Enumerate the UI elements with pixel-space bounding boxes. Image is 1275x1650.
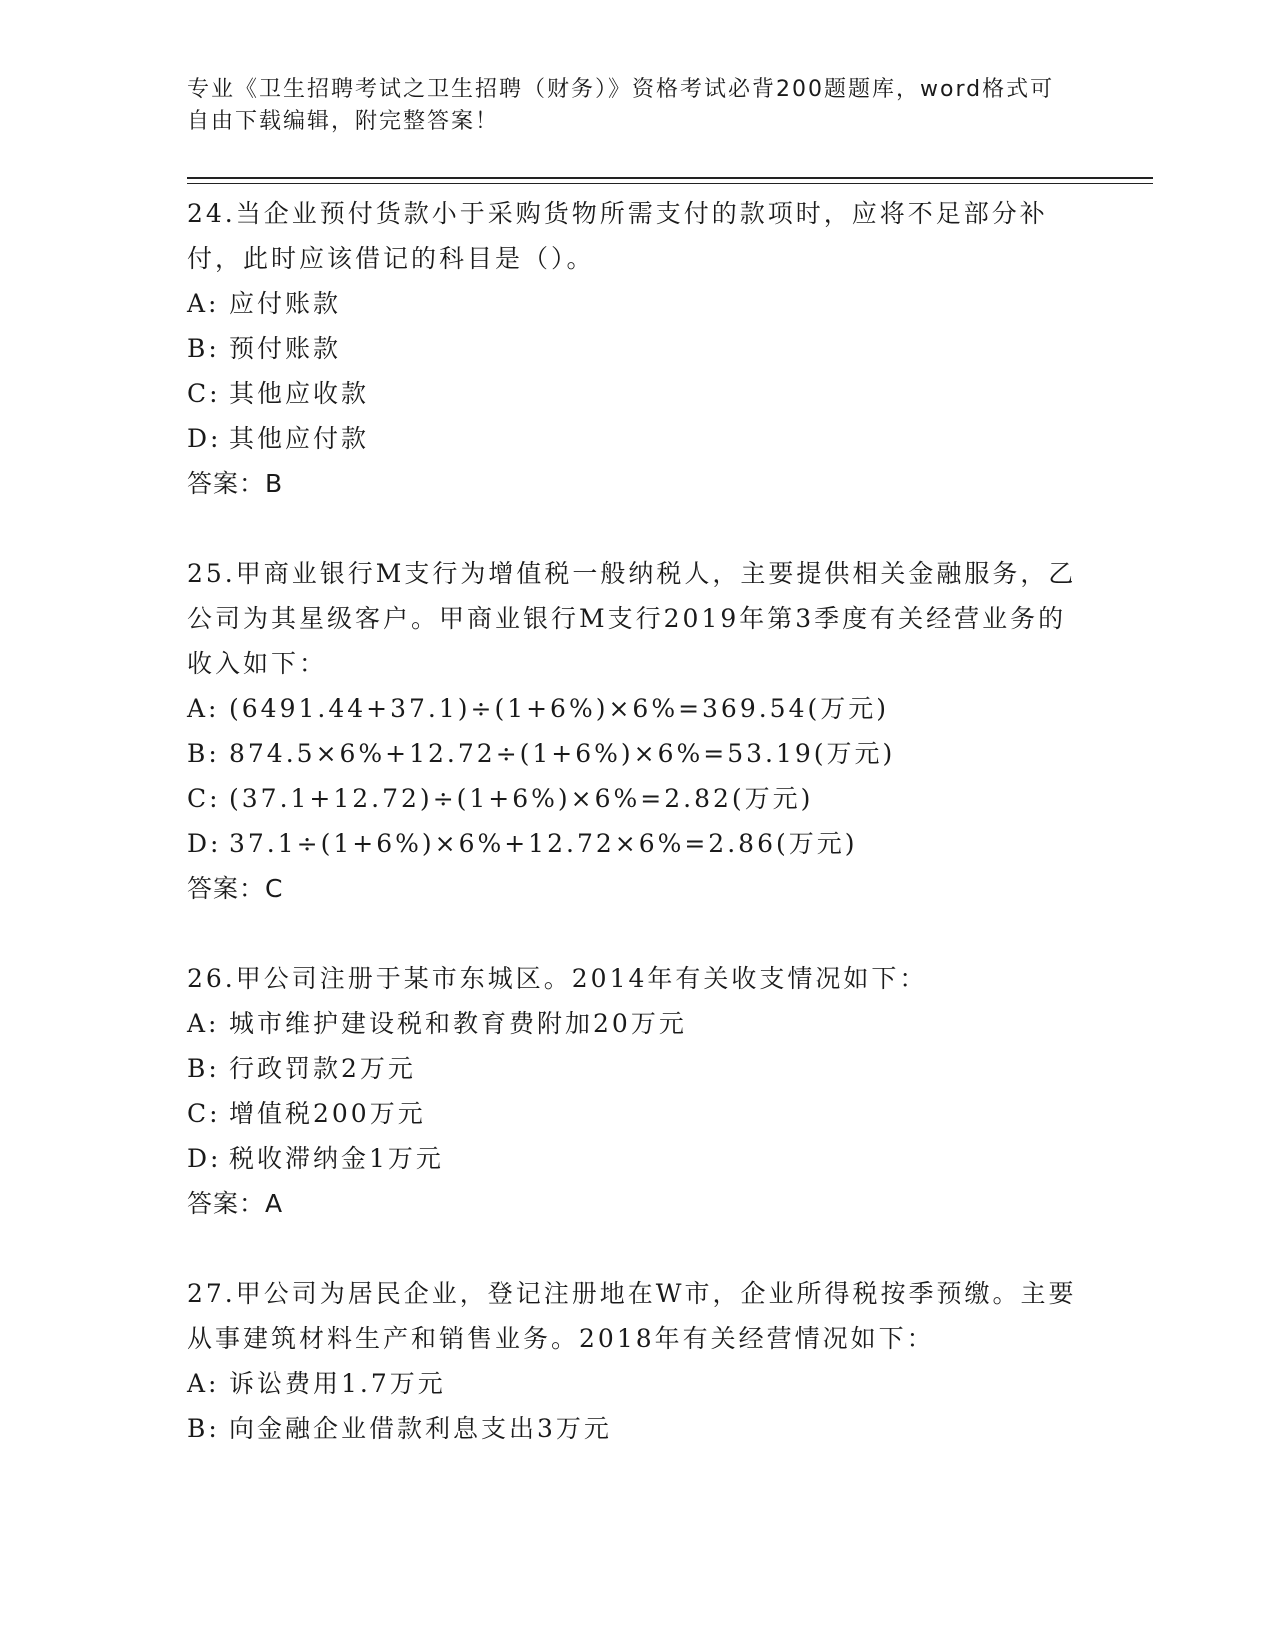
option-letter: A: xyxy=(187,289,220,318)
option-letter: B: xyxy=(187,334,220,363)
question-25 xyxy=(187,551,1087,911)
option-text: 应付账款 xyxy=(229,289,342,318)
question-list xyxy=(187,191,1087,1496)
option-text: 预付账款 xyxy=(229,334,342,363)
option-b xyxy=(187,731,1087,776)
option-text: 城市维护建设税和教育费附加20万元 xyxy=(229,1009,687,1038)
option-text: 向金融企业借款利息支出3万元 xyxy=(229,1414,612,1443)
option-letter: C: xyxy=(187,1099,221,1128)
option-letter: A: xyxy=(187,1009,220,1038)
document-header: 专业《卫生招聘考试之卫生招聘（财务）》资格考试必背200题题库，word格式可自由下载编辑，附完整答案！ xyxy=(187,77,1055,134)
option-d xyxy=(187,1136,1087,1181)
question-stem: 25.甲商业银行M支行为增值税一般纳税人，主要提供相关金融服务，乙公司为其星级客户。甲商业银行M支行2019年第3季度有关经营业务的收入如下： xyxy=(187,559,1077,678)
question-stem: 24.当企业预付货款小于采购货物所需支付的款项时，应将不足部分补付，此时应该借记的科目是（）。 xyxy=(187,199,1048,273)
option-c xyxy=(187,1091,1087,1136)
answer-line: 答案：A xyxy=(187,1189,284,1218)
option-text: 增值税200万元 xyxy=(229,1099,426,1128)
answer-line: 答案：B xyxy=(187,469,284,498)
option-letter: B: xyxy=(187,1414,220,1443)
option-text: 诉讼费用1.7万元 xyxy=(229,1369,446,1398)
option-letter: C: xyxy=(187,379,221,408)
option-a xyxy=(187,1361,1087,1406)
option-text: 37.1÷(1+6%)×6%+12.72×6%=2.86(万元) xyxy=(229,829,858,858)
option-d xyxy=(187,821,1087,866)
option-letter: D: xyxy=(187,1144,222,1173)
option-text: (6491.44+37.1)÷(1+6%)×6%=369.54(万元) xyxy=(229,694,890,723)
question-24 xyxy=(187,191,1087,506)
option-text: 税收滞纳金1万元 xyxy=(229,1144,444,1173)
option-c xyxy=(187,776,1087,821)
question-stem: 26.甲公司注册于某市东城区。2014年有关收支情况如下： xyxy=(187,964,928,993)
option-text: 其他应付款 xyxy=(229,424,370,453)
option-b xyxy=(187,1406,1087,1451)
option-text: 其他应收款 xyxy=(229,379,370,408)
question-stem: 27.甲公司为居民企业，登记注册地在W市，企业所得税按季预缴。主要从事建筑材料生产和销售业务。2018年有关经营情况如下： xyxy=(187,1279,1077,1353)
option-letter: D: xyxy=(187,829,222,858)
option-a xyxy=(187,686,1087,731)
option-text: 行政罚款2万元 xyxy=(229,1054,416,1083)
option-letter: A: xyxy=(187,1369,220,1398)
option-letter: B: xyxy=(187,1054,220,1083)
option-letter: B: xyxy=(187,739,220,768)
option-a xyxy=(187,1001,1087,1046)
option-b xyxy=(187,326,1087,371)
option-text: 874.5×6%+12.72÷(1+6%)×6%=53.19(万元) xyxy=(229,739,896,768)
question-26 xyxy=(187,956,1087,1226)
option-c xyxy=(187,371,1087,416)
option-a xyxy=(187,281,1087,326)
option-text: (37.1+12.72)÷(1+6%)×6%=2.82(万元) xyxy=(229,784,814,813)
header-divider-thin xyxy=(187,183,1153,184)
option-d xyxy=(187,416,1087,461)
option-letter: C: xyxy=(187,784,221,813)
option-letter: A: xyxy=(187,694,220,723)
option-letter: D: xyxy=(187,424,222,453)
answer-line: 答案：C xyxy=(187,874,284,903)
question-27 xyxy=(187,1271,1087,1451)
header-divider-thick xyxy=(187,177,1153,179)
option-b xyxy=(187,1046,1087,1091)
